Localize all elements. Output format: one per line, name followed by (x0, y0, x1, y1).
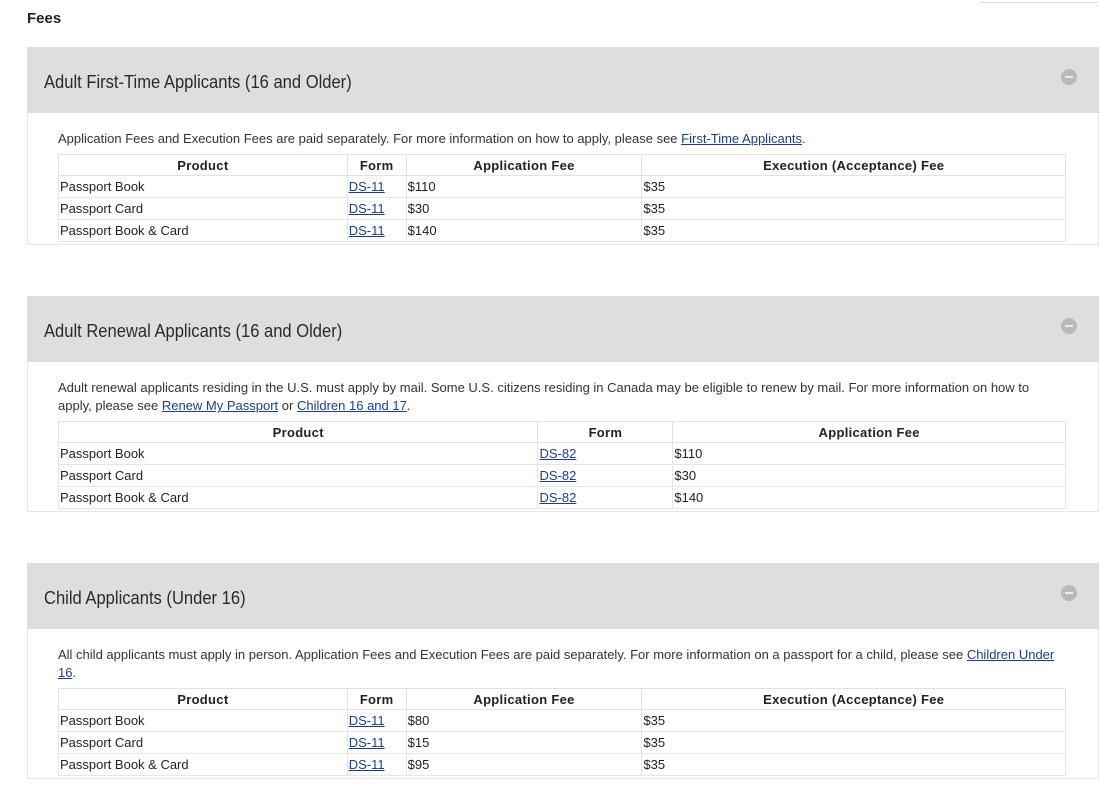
page-title: Fees (27, 10, 62, 27)
application-fee-cell: $80 (406, 710, 642, 732)
form-link[interactable]: DS-82 (539, 468, 577, 483)
execution-fee-cell: $35 (642, 710, 1066, 732)
children-under-16-link[interactable]: Children Under 16 (58, 647, 1055, 680)
fees-table (58, 688, 1066, 776)
children-16-and-17-link[interactable]: Children 16 and 17 (296, 398, 407, 413)
intro-tail: . (406, 398, 411, 413)
section-adult-first-time (27, 47, 1099, 245)
intro-text: Application Fees and Execution Fees are paid separately. For more information on how to apply, please see (58, 131, 682, 146)
table-row (59, 220, 1066, 242)
application-fee-cell: $110 (673, 443, 1066, 465)
execution-fee-cell: $35 (642, 754, 1066, 776)
column-header-form: Form (538, 422, 673, 443)
application-fee-cell: $140 (406, 220, 642, 242)
section-title: Child Applicants (Under 16) (44, 588, 246, 608)
intro-tail: . (72, 665, 77, 680)
execution-fee-cell: $35 (642, 198, 1066, 220)
section-header[interactable] (27, 296, 1099, 362)
column-header-form: Form (347, 689, 406, 710)
section-title: Adult Renewal Applicants (16 and Older) (44, 321, 343, 341)
column-header-application-fee: Application Fee (406, 155, 642, 176)
form-link[interactable]: DS-11 (348, 735, 385, 750)
application-fee-cell: $110 (406, 176, 642, 198)
section-header[interactable] (27, 563, 1099, 629)
product-cell: Passport Book & Card (59, 220, 348, 242)
intro-tail: . (802, 131, 806, 146)
product-cell: Passport Book (59, 443, 538, 465)
section-body (27, 113, 1099, 245)
table-row (59, 465, 1066, 487)
application-fee-cell: $140 (673, 487, 1066, 509)
table-row (59, 732, 1066, 754)
application-fee-cell: $95 (406, 754, 642, 776)
column-header-form: Form (347, 155, 406, 176)
form-link[interactable]: DS-11 (348, 179, 385, 194)
application-fee-cell: $30 (406, 198, 642, 220)
execution-fee-cell: $35 (642, 176, 1066, 198)
product-cell: Passport Card (59, 465, 538, 487)
form-link[interactable]: DS-11 (348, 223, 385, 238)
section-intro (58, 130, 1066, 148)
section-adult-renewal (27, 296, 1099, 512)
table-row (59, 487, 1066, 509)
form-link[interactable]: DS-82 (539, 490, 577, 505)
section-title: Adult First-Time Applicants (16 and Older) (44, 72, 352, 92)
intro-text: All child applicants must apply in person. Application Fees and Execution Fees are paid separately. For more information on a passport for a child, please see (58, 647, 967, 662)
column-header-product: Product (59, 689, 348, 710)
first-time-applicants-link[interactable]: First-Time Applicants (681, 131, 803, 146)
section-header[interactable] (27, 47, 1099, 113)
collapse-icon[interactable] (1061, 318, 1077, 334)
product-cell: Passport Book & Card (59, 487, 538, 509)
product-cell: Passport Book & Card (59, 754, 348, 776)
column-header-product: Product (59, 422, 538, 443)
section-intro (58, 646, 1066, 682)
application-fee-cell: $30 (673, 465, 1066, 487)
collapse-icon[interactable] (1061, 69, 1077, 85)
fees-table (58, 154, 1066, 242)
renew-my-passport-link[interactable]: Renew My Passport (161, 398, 279, 413)
product-cell: Passport Card (59, 732, 348, 754)
table-row (59, 710, 1066, 732)
column-header-product: Product (59, 155, 348, 176)
form-link[interactable]: DS-11 (348, 201, 385, 216)
product-cell: Passport Card (59, 198, 348, 220)
section-body (27, 362, 1099, 512)
section-body (27, 629, 1099, 779)
execution-fee-cell: $35 (642, 220, 1066, 242)
product-cell: Passport Book (59, 710, 348, 732)
table-row (59, 198, 1066, 220)
form-link[interactable]: DS-82 (539, 446, 577, 461)
intro-mid: or (278, 398, 297, 413)
execution-fee-cell: $35 (642, 732, 1066, 754)
table-row (59, 176, 1066, 198)
form-link[interactable]: DS-11 (348, 757, 385, 772)
intro-text: Adult renewal applicants residing in the U.S. must apply by mail. Some U.S. citizens residing in Canada may be eligible to renew by mail. For more information on how to apply, please see (58, 380, 1030, 413)
product-cell: Passport Book (59, 176, 348, 198)
column-header-execution-fee: Execution (Acceptance) Fee (642, 155, 1066, 176)
table-row (59, 443, 1066, 465)
search-input[interactable] (980, 0, 1098, 3)
application-fee-cell: $15 (406, 732, 642, 754)
column-header-application-fee: Application Fee (673, 422, 1066, 443)
section-intro (58, 379, 1066, 415)
table-row (59, 754, 1066, 776)
form-link[interactable]: DS-11 (348, 713, 385, 728)
column-header-application-fee: Application Fee (406, 689, 642, 710)
column-header-execution-fee: Execution (Acceptance) Fee (642, 689, 1066, 710)
collapse-icon[interactable] (1061, 585, 1077, 601)
fees-table (58, 421, 1066, 509)
section-child-applicants (27, 563, 1099, 779)
